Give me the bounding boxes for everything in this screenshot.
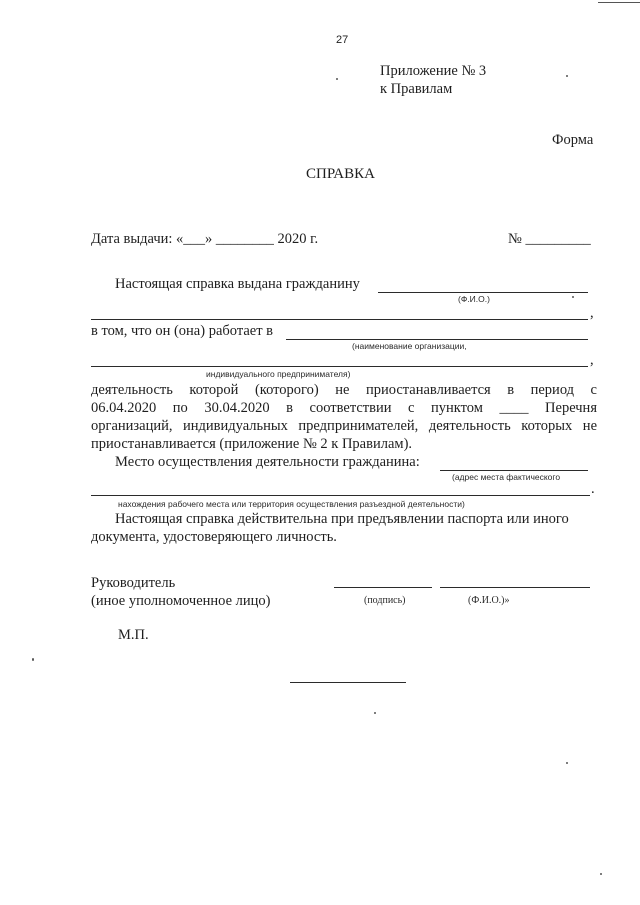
scan-speck xyxy=(336,78,338,80)
page-number: 27 xyxy=(336,34,349,46)
scan-speck xyxy=(374,712,376,714)
signature-line xyxy=(334,587,432,588)
address-hint-continued: нахождения рабочего места или территория осуществления разъездной деятельности) xyxy=(118,499,465,509)
fio-underline xyxy=(378,292,588,293)
works-at-label: в том, что он (она) работает в xyxy=(91,323,274,339)
signature-fio-hint: (Ф.И.О.)» xyxy=(468,595,510,606)
paragraph-line-2: 06.04.2020 по 30.04.2020 в соответствии с пунктом ____ Перечня xyxy=(91,400,597,416)
organization-hint: (наименование организации, xyxy=(352,341,467,351)
signature-fio-line xyxy=(440,587,590,588)
comma-2: , xyxy=(590,352,594,368)
paragraph-line-1: деятельность которой (которого) не приостанавливается в период с xyxy=(91,382,597,398)
address-hint: (адрес места фактического xyxy=(452,472,561,482)
organization-continuation-line xyxy=(91,366,588,367)
signature-hint: (подпись) xyxy=(364,595,406,606)
organization-underline xyxy=(286,339,588,340)
document-title: СПРАВКА xyxy=(306,166,375,182)
period: . xyxy=(591,481,595,497)
scan-speck xyxy=(566,762,568,764)
scan-edge-mark xyxy=(598,2,640,3)
fio-hint: (Ф.И.О.) xyxy=(458,294,490,304)
paragraph-line-4: приостанавливается (приложение № 2 к Правилам). xyxy=(91,436,413,452)
entrepreneur-hint: индивидуального предпринимателя) xyxy=(206,369,351,379)
comma-1: , xyxy=(590,305,594,321)
address-underline xyxy=(440,470,588,471)
closing-divider xyxy=(290,682,406,683)
fio-continuation-line xyxy=(91,319,588,320)
validity-line-1: Настоящая справка действительна при предъявлении паспорта или иного xyxy=(115,511,569,527)
form-label: Форма xyxy=(552,132,594,148)
head-sub-label: (иное уполномоченное лицо) xyxy=(91,593,271,609)
certificate-number-field: № _________ xyxy=(508,231,591,247)
appendix-number: Приложение № 3 xyxy=(380,63,487,79)
address-continuation-line xyxy=(91,495,590,496)
appendix-rules: к Правилам xyxy=(380,81,453,97)
scan-speck xyxy=(600,873,602,875)
issued-to-label: Настоящая справка выдана гражданину xyxy=(115,276,360,292)
paragraph-line-3: организаций, индивидуальных предпринимателей, деятельность которых не xyxy=(91,418,597,434)
head-label: Руководитель xyxy=(91,575,176,591)
scan-speck xyxy=(566,75,568,77)
place-label: Место осуществления деятельности гражданина: xyxy=(115,454,420,470)
scan-speck xyxy=(572,296,574,298)
issue-date-field: Дата выдачи: «___» ________ 2020 г. xyxy=(91,231,319,247)
stamp-place-label: М.П. xyxy=(118,627,149,643)
scan-speck xyxy=(32,658,34,661)
validity-line-2: документа, удостоверяющего личность. xyxy=(91,529,337,545)
